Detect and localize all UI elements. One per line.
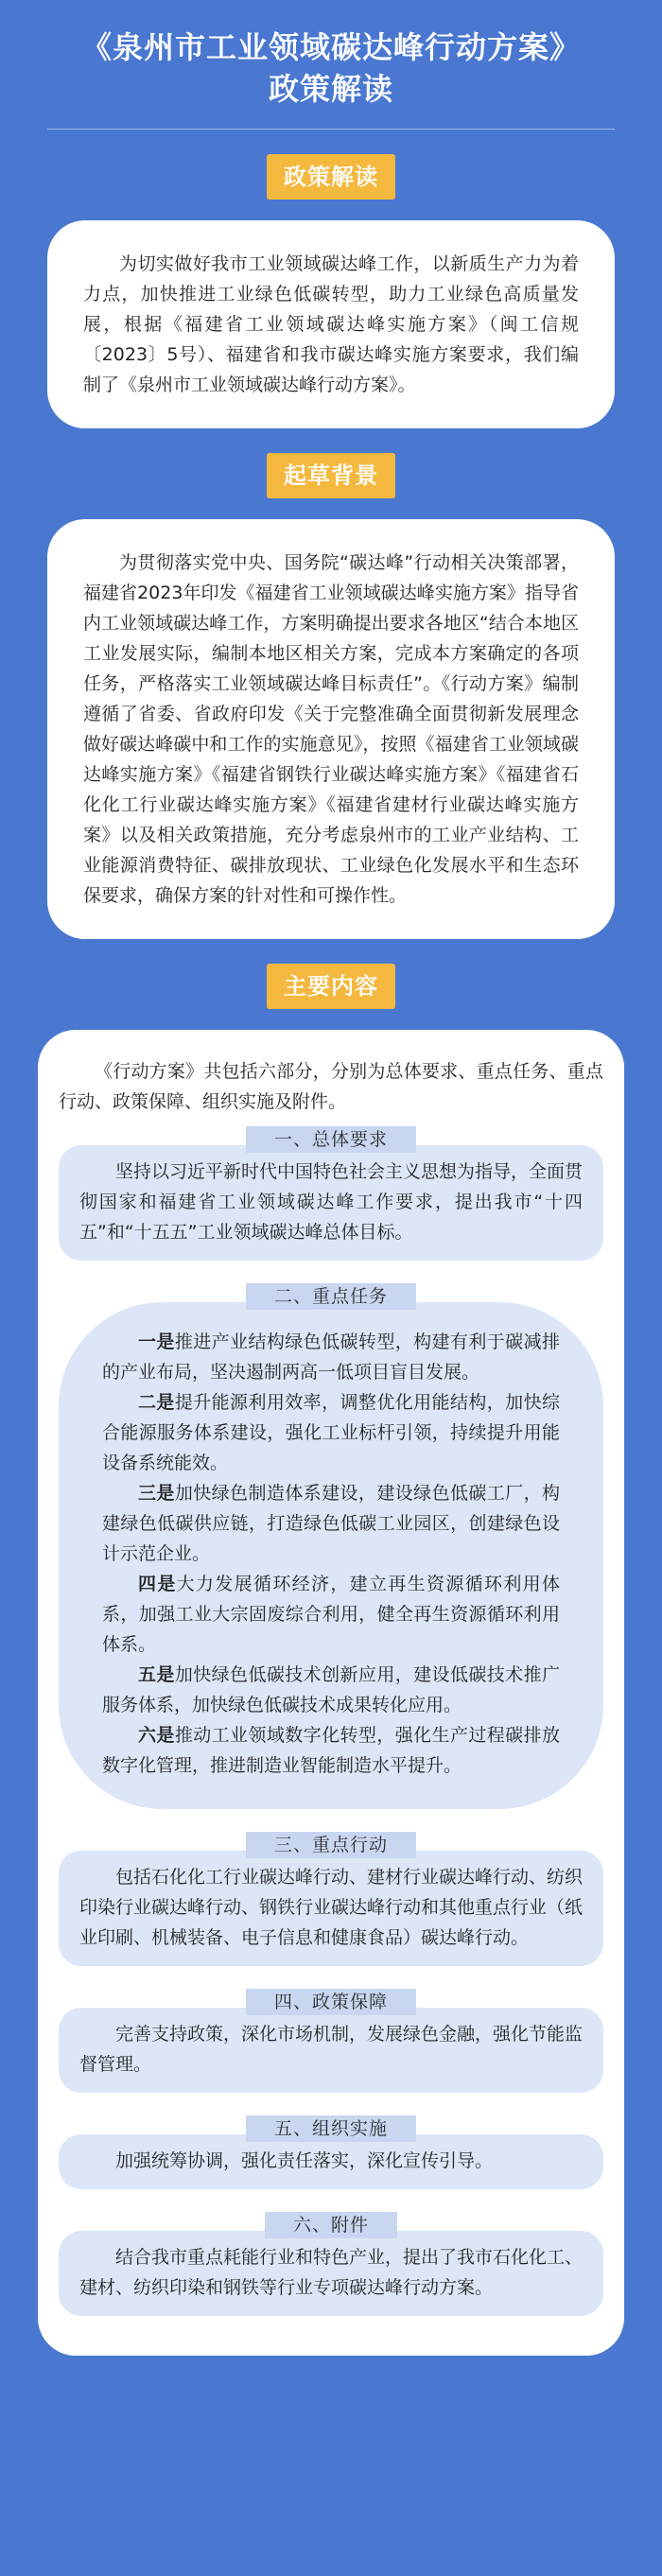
section-content-intro: 《行动方案》共包括六部分，分别为总体要求、重点任务、重点行动、政策保障、组织实施及附件。	[59, 1061, 603, 1112]
title-divider	[47, 129, 615, 130]
part-5-card	[59, 2134, 603, 2189]
task-item-1	[102, 1327, 560, 1387]
task-item-2	[102, 1387, 560, 1478]
section-content-badge: 主要内容	[267, 964, 395, 1009]
task-item-5-text: 加快绿色低碳技术创新应用，建设低碳技术推广服务体系，加快绿色低碳技术成果转化应用。	[102, 1664, 560, 1715]
part-4-label: 四、政策保障	[246, 1989, 416, 2015]
part-1-text: 坚持以习近平新时代中国特色社会主义思想为指导，全面贯彻国家和福建省工业领域碳达峰工作要求，提出我市“十四五”和“十五五”工业领域碳达峰总体目标。	[79, 1161, 584, 1243]
part-1-label-wrap	[59, 1124, 603, 1149]
task-item-5	[102, 1660, 560, 1720]
section-content-card	[38, 1030, 624, 2356]
task-item-6-text: 推动工业领域数字化转型，强化生产过程碳排放数字化管理，推进制造业智能制造水平提升。	[102, 1725, 560, 1776]
part-3-text: 包括石化化工行业碳达峰行动、建材行业碳达峰行动、纺织印染行业碳达峰行动、钢铁行业碳达峰行动和其他重点行业（纸业印刷、机械装备、电子信息和健康食品）碳达峰行动。	[79, 1867, 584, 1948]
section-background-badge: 起草背景	[267, 453, 395, 498]
task-item-5-lead: 五是	[138, 1664, 175, 1685]
part-6-label-wrap	[59, 2210, 603, 2235]
spacer	[59, 1966, 603, 1987]
page-title-line1: 《泉州市工业领域碳达峰行动方案》	[80, 29, 581, 65]
task-item-4-lead: 四是	[138, 1574, 177, 1594]
task-item-6-lead: 六是	[138, 1725, 175, 1746]
part-4-text: 完善支持政策，深化市场机制，发展绿色金融，强化节能监督管理。	[79, 2024, 584, 2075]
part-2-card	[59, 1302, 603, 1809]
task-item-4	[102, 1569, 560, 1660]
part-6-card	[59, 2231, 603, 2316]
part-6-label: 六、附件	[265, 2212, 397, 2238]
part-5-text: 加强统筹协调，强化责任落实，深化宣传引导。	[115, 2150, 494, 2171]
section-content-badge-wrap	[0, 964, 662, 1009]
part-3-label: 三、重点行动	[246, 1832, 416, 1858]
page-title	[0, 0, 662, 110]
task-item-1-lead: 一是	[138, 1332, 175, 1352]
task-item-1-text: 推进产业结构绿色低碳转型，构建有利于碳减排的产业布局，坚决遏制两高一低项目盲目发展。	[102, 1332, 560, 1383]
section-policy-card	[47, 220, 615, 428]
section-background-text: 为贯彻落实党中央、国务院“碳达峰”行动相关决策部署，福建省2023年印发《福建省工业领域碳达峰实施方案》指导省内工业领域碳达峰工作，方案明确提出要求各地区“结合本地区工业发展实际，编制本地区相关方案，完成本方案确定的各项任务，严格落实工业领域碳达峰目标责任”。《行动方案》编制遵循了省委、省政府印发《关于完整准确全面贯彻新发展理念做好碳达峰碳中和工作的实施意见》，按照《福建省工业领域碳达峰实施方案》《福建省钢铁行业碳达峰实施方案》《福建省石化化工行业碳达峰实施方案》《福建省建材行业碳达峰实施方案》以及相关政策措施，充分考虑泉州市的工业产业结构、工业能源消费特征、碳排放现状、工业绿色化发展水平和生态环保要求，确保方案的针对性和可操作性。	[83, 552, 579, 906]
section-policy-badge-wrap	[0, 154, 662, 200]
part-3-card	[59, 1851, 603, 1966]
task-item-6	[102, 1720, 560, 1781]
part-1-label: 一、总体要求	[246, 1126, 416, 1153]
page-title-line2: 政策解读	[268, 71, 393, 107]
section-policy-badge: 政策解读	[267, 154, 395, 200]
part-6-text: 结合我市重点耗能行业和特色产业，提出了我市石化化工、建材、纺织印染和钢铁等行业专项碳达峰行动方案。	[79, 2247, 584, 2298]
part-5-label-wrap	[59, 2114, 603, 2138]
part-4-label-wrap	[59, 1987, 603, 2011]
section-policy-text: 为切实做好我市工业领域碳达峰工作，以新质生产力为着力点，加快推进工业绿色低碳转型，助力工业绿色高质量发展，根据《福建省工业领域碳达峰实施方案》（闽工信规〔2023〕5号）、福建省和我市碳达峰实施方案要求，我们编制了《泉州市工业领域碳达峰行动方案》。	[83, 253, 579, 395]
part-4-card	[59, 2008, 603, 2093]
spacer	[59, 2189, 603, 2210]
part-3-label-wrap	[59, 1830, 603, 1854]
task-item-3	[102, 1478, 560, 1569]
spacer	[59, 1261, 603, 1281]
task-item-2-lead: 二是	[138, 1392, 175, 1413]
section-background-card	[47, 519, 615, 939]
task-item-3-text: 加快绿色制造体系建设，建设绿色低碳工厂，构建绿色低碳供应链，打造绿色低碳工业园区，创建绿色设计示范企业。	[102, 1483, 560, 1564]
part-5-label: 五、组织实施	[246, 2115, 416, 2142]
part-2-label: 二、重点任务	[246, 1283, 416, 1310]
part-1-card	[59, 1145, 603, 1261]
part-2-label-wrap	[59, 1281, 603, 1306]
task-item-2-text: 提升能源利用效率，调整优化用能结构，加快综合能源服务体系建设，强化工业标杆引领，持续提升用能设备系统能效。	[102, 1392, 560, 1473]
section-background-badge-wrap	[0, 453, 662, 498]
spacer	[59, 2093, 603, 2114]
spacer	[59, 1809, 603, 1830]
task-item-3-lead: 三是	[138, 1483, 175, 1504]
task-item-4-text: 大力发展循环经济，建立再生资源循环利用体系，加强工业大宗固废综合利用，健全再生资源循环利用体系。	[102, 1574, 560, 1655]
